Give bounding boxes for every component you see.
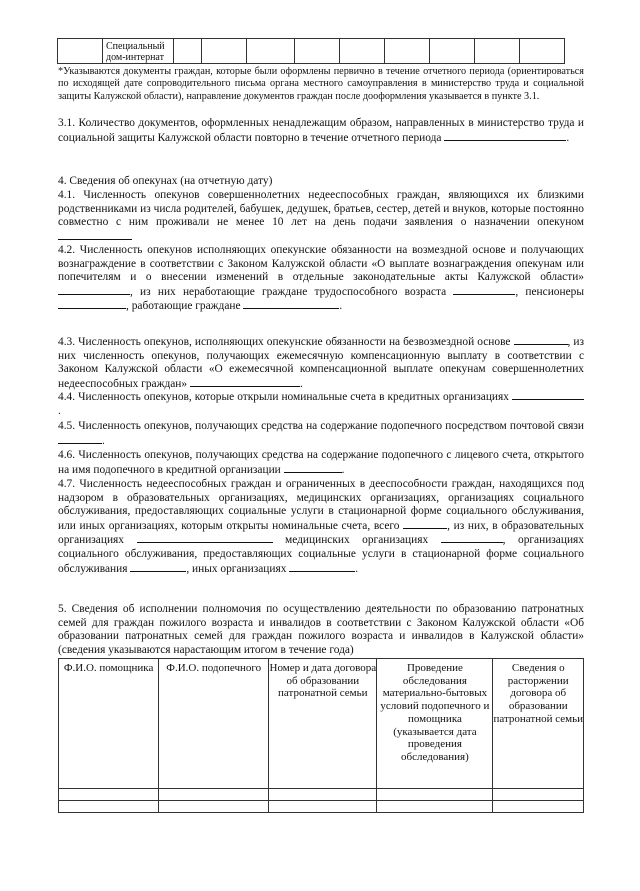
section-4-title: 4. Сведения об опекунах (на отчетную дату) (58, 175, 273, 187)
column-header: Номер и дата договора об образовании патронатной семьи (269, 659, 377, 789)
paragraph-4-1: 4.1. Численность опекунов совершеннолетних недееспособных граждан, являющихся их близкими родственниками из числа родителей, бабушек, дедушек, братьев, сестер, детей и внуков, которые постоянно совместно с ним проживали не менее 10 лет на день подачи заявления о назначении опекуном (58, 189, 584, 244)
blank-field (58, 285, 130, 295)
column-header: Ф.И.О. помощника (59, 659, 159, 789)
column-header: Ф.И.О. подопечного (159, 659, 269, 789)
paragraph-4-6: 4.6. Численность опекунов, получающих средства на содержание подопечного с лицевого счета, открытого на имя подопечного в кредитной организации . (58, 449, 584, 476)
paragraph-4-2: 4.2. Численность опекунов исполняющих опекунские обязанности на возмездной основе и получающих вознаграждение в соответствии с Законом Калужской области «О выплате вознаграждения опекунам или попечителям и о внесении изменений в отдельные законодательные акты Калужской области» , из них неработающие граждане трудоспособного возраста , пенсионеры , работающие граждане . (58, 244, 584, 313)
patronage-families-table (58, 658, 584, 813)
footnote: *Указываются документы граждан, которые были оформлены первично в течение отчетного периода (ориентироваться по исходящей дате сопроводительного письма органа местного самоуправления в министерство труда и социальной защиты Калужской области), направление документов граждан после дооформления указывается в пункте 3.1. (58, 66, 584, 102)
blank-field (453, 285, 515, 295)
blank-field (243, 299, 339, 309)
blank-field (289, 562, 355, 572)
column-header: Сведения о расторжении договора об образовании патронатной семьи (493, 659, 584, 789)
table-header-row (59, 659, 584, 789)
blank-field (514, 335, 568, 345)
paragraph-4-7: 4.7. Численность недееспособных граждан и ограниченных в дееспособности граждан, находящихся под надзором в образовательных организациях, медицинских организациях, организациях социального обслуживания, предоставляющих социальные услуги в стационарной форме социального обслуживания, или иных организациях, которым открыты номинальные счета, всего , из них, в образовательных организациях медицинских организациях , организациях социального обслуживания, предоставляющих социальные услуги в стационарной форме социального обслуживания , иных организациях . (58, 478, 584, 575)
blank-field (284, 463, 342, 473)
blank-field (58, 299, 126, 309)
blank-field (403, 519, 447, 529)
paragraph-4-5: 4.5. Численность опекунов, получающих средства на содержание подопечного посредством почтовой связи . (58, 420, 584, 447)
blank-field (58, 230, 132, 240)
blank-field (130, 562, 186, 572)
blank-field (444, 131, 566, 141)
institutions-table-fragment (57, 38, 565, 64)
paragraph-3-1: 3.1. Количество документов, оформленных ненадлежащим образом, направленных в министерство труда и социальной защиты Калужской области повторно в течение отчетного периода . (58, 117, 584, 144)
blank-field (58, 434, 102, 444)
blank-field (512, 390, 584, 400)
section-5-title: 5. Сведения об исполнении полномочия по осуществлению деятельности по образованию патронатных семей для граждан пожилого возраста и инвалидов в соответствии с Законом Калужской области «Об образовании патронатных семей для граждан пожилого возраста и инвалидов в Калужской области» (сведения указываются нарастающим итогом в течение года) (58, 603, 584, 656)
table-row (59, 801, 584, 813)
blank-field (441, 533, 503, 543)
table-row (58, 39, 565, 64)
table-row (59, 789, 584, 801)
blank-field (137, 533, 273, 543)
blank-field (190, 377, 300, 387)
paragraph-4-4: 4.4. Численность опекунов, которые открыли номинальные счета в кредитных организациях . (58, 390, 584, 418)
row-label: Специальный дом-интернат (103, 39, 174, 64)
paragraph-4-3: 4.3. Численность опекунов, исполняющих опекунские обязанности на безвозмездной основе , из них численность опекунов, получающих ежемесячную компенсационную выплату в соответствии с Законом Калужской области «О ежемесячной компенсационной выплате опекунам совершеннолетних недееспособных граждан» . (58, 336, 585, 390)
column-header: Проведение обследования материально-бытовых условий подопечного и помощника (указывается дата проведения обследования) (377, 659, 493, 789)
